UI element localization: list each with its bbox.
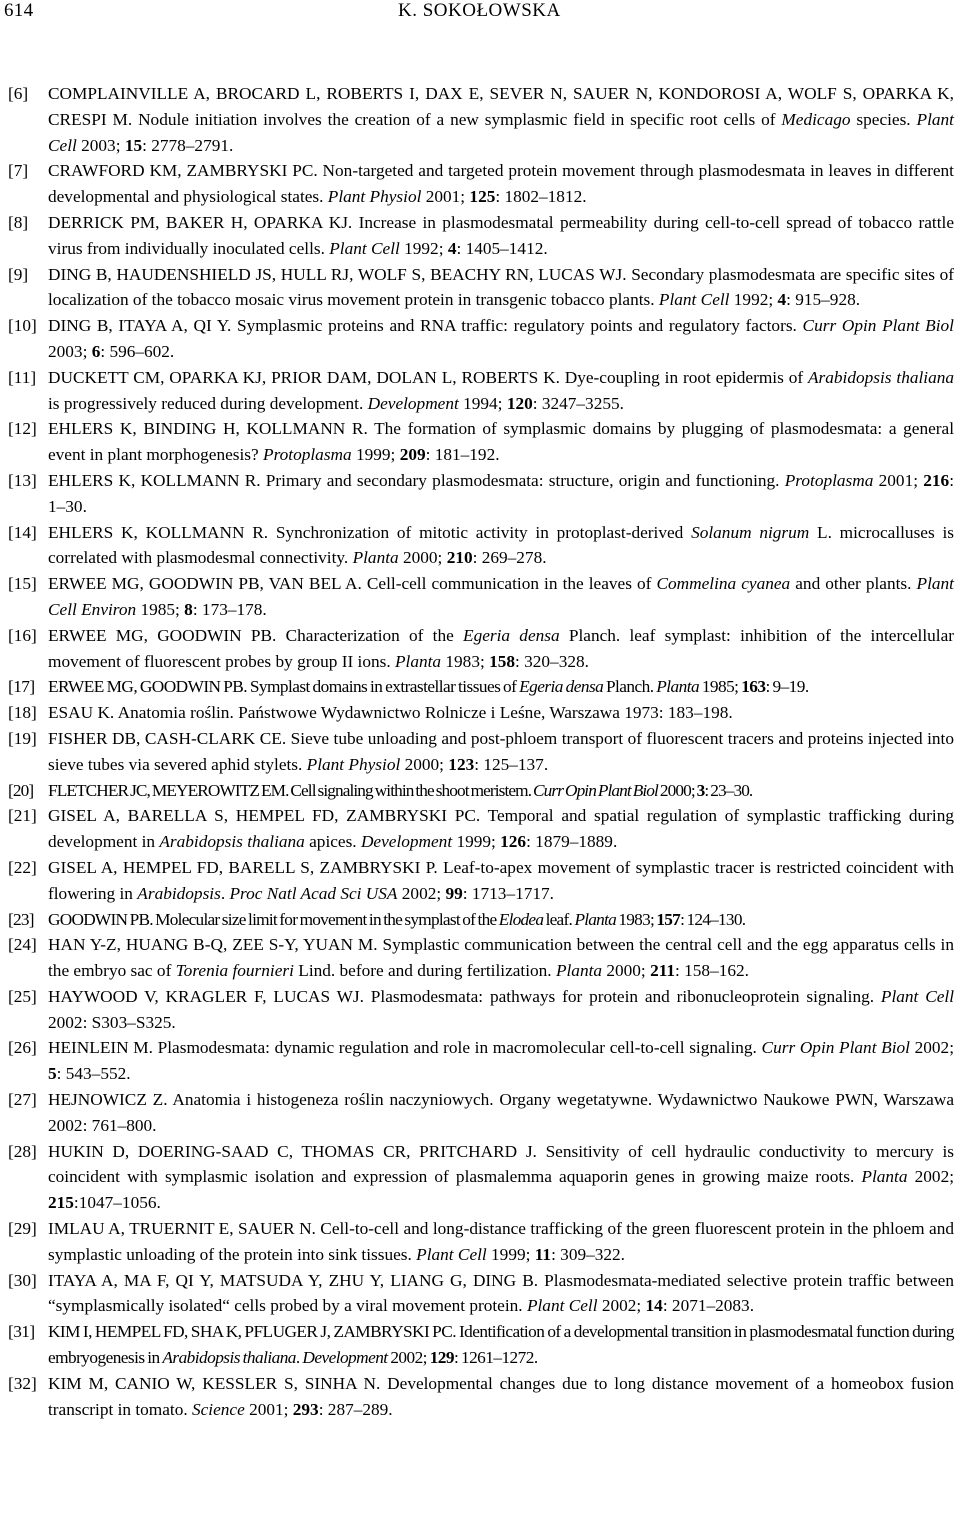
reference-number: [29]: [8, 1219, 37, 1239]
reference-text: and other plants.: [790, 574, 917, 594]
reference-text: 2000;: [400, 754, 449, 774]
reference-text: : 9–19.: [765, 677, 809, 697]
reference-number: [10]: [8, 316, 37, 336]
reference-text: : 309–322.: [551, 1244, 625, 1264]
reference-text: HEJNOWICZ Z. Anatomia i histogeneza roślin naczyniowych. Organy wegetatywne. Wydawnictwo Naukowe PWN, Warszawa 2002: 761–800.: [48, 1090, 954, 1135]
reference-text: HAYWOOD V, KRAGLER F, LUCAS WJ. Plasmodesmata: pathways for protein and ribonucleoprotein signaling.: [48, 986, 881, 1006]
reference-text: : 124–130.: [680, 909, 746, 929]
reference-text: is progressively reduced during development.: [48, 393, 368, 413]
reference-text: 1983;: [441, 651, 490, 671]
reference-text: 2000;: [398, 548, 447, 568]
reference-entry: [8, 623, 954, 675]
reference-text: : 543–552.: [56, 1064, 131, 1084]
reference-text: 2003;: [76, 135, 125, 155]
reference-text: Lind. before and during fertilization.: [293, 961, 556, 981]
reference-text: : 320–328.: [515, 651, 589, 671]
reference-text: DERRICK PM, BAKER H, OPARKA KJ. Increase in plasmodesmatal permeability during cell-to-cell spread of tobacco rattle virus from individually inoculated cells.: [48, 212, 954, 258]
reference-text: Planch. leaf symplast: inhibition of the intercellular movement of fluorescent probes by group II ions.: [48, 625, 955, 671]
reference-text: 2001;: [873, 470, 924, 490]
reference-list: [8, 81, 954, 1422]
reference-italic-text: Plant Physiol: [306, 754, 401, 774]
reference-italic-text: Arabidopsis thaliana: [162, 1348, 296, 1368]
reference-number: [28]: [8, 1141, 37, 1161]
reference-entry: [8, 1035, 954, 1087]
reference-text: 2002;: [387, 1348, 430, 1368]
reference-text: :1047–1056.: [73, 1193, 161, 1213]
reference-text: 1992;: [399, 238, 448, 258]
reference-text: 2000;: [657, 780, 697, 800]
reference-volume: 15: [124, 135, 143, 155]
reference-number: [31]: [8, 1322, 35, 1342]
reference-number: [32]: [8, 1373, 37, 1393]
reference-number: [11]: [8, 367, 37, 387]
reference-text: 2003;: [48, 341, 92, 361]
reference-italic-text: Curr Opin Plant Biol: [533, 780, 658, 800]
reference-text: ERWEE MG, GOODWIN PB, VAN BEL A. Cell-cell communication in the leaves of: [48, 574, 657, 594]
reference-text: : 1802–1812.: [495, 187, 587, 207]
reference-volume: 11: [534, 1244, 552, 1264]
reference-entry: [8, 520, 954, 572]
reference-italic-text: Curr Opin Plant Biol: [761, 1038, 910, 1058]
reference-text: ERWEE MG, GOODWIN PB. Characterization of the: [48, 625, 464, 645]
reference-entry: [8, 855, 954, 907]
reference-text: DUCKETT CM, OPARKA KJ, PRIOR DAM, DOLAN L, ROBERTS K. Dye-coupling in root epidermis of: [48, 367, 808, 387]
reference-text: : 269–278.: [472, 548, 547, 568]
reference-text: KIM I, HEMPEL FD, SHA K, PFLUGER J, ZAMBRYSKI PC. Identification of a developmental transition in plasmodesmatal function during embryogenesis in: [48, 1322, 954, 1368]
reference-number: [24]: [8, 935, 37, 955]
reference-text: COMPLAINVILLE A, BROCARD L, ROBERTS I, DAX E, SEVER N, SAUER N, KONDOROSI A, WOLF S, OPARKA K, CRESPI M. Nodule initiation involves the creation of a new symplasmic field in specific root cells of: [48, 84, 954, 129]
reference-text: : 915–928.: [786, 290, 861, 310]
reference-entry: [8, 1371, 954, 1423]
reference-text: : 125–137.: [474, 754, 549, 774]
reference-number: [16]: [8, 625, 37, 645]
reference-text: 1999;: [452, 832, 501, 852]
reference-italic-text: Planta: [394, 651, 442, 671]
reference-italic-text: Planta: [574, 909, 617, 929]
reference-italic-text: Plant Cell: [329, 238, 400, 258]
reference-entry: [8, 907, 954, 933]
reference-italic-text: Egeria densa: [519, 677, 604, 697]
reference-italic-text: Solanum nigrum: [691, 522, 810, 542]
reference-entry: [8, 1319, 954, 1371]
reference-number: [18]: [8, 703, 37, 723]
reference-text: species.: [850, 109, 917, 129]
reference-entry: [8, 158, 954, 210]
reference-italic-text: Medicago: [781, 109, 851, 129]
reference-text: .: [295, 1348, 303, 1368]
reference-volume: 215: [48, 1193, 74, 1213]
reference-text: EHLERS K, KOLLMANN R. Synchronization of mitotic activity in protoplast-derived: [48, 522, 692, 542]
page-number: 614: [4, 0, 34, 21]
reference-text: : 173–178.: [192, 599, 267, 619]
reference-entry: [8, 700, 954, 726]
reference-entry: [8, 571, 954, 623]
reference-text: IMLAU A, TRUERNIT E, SAUER N. Cell-to-cell and long-distance trafficking of the green fluorescent protein in the phloem and symplastic unloading of the protein into sink tissues.: [48, 1219, 954, 1264]
reference-volume: 99: [445, 883, 463, 903]
reference-entry: [8, 803, 954, 855]
reference-text: KIM M, CANIO W, KESSLER S, SINHA N. Developmental changes due to long distance movement of a homeobox fusion transcript in tomato.: [48, 1373, 954, 1419]
reference-number: [7]: [8, 161, 29, 181]
reference-volume: 4: [777, 290, 787, 310]
reference-volume: 163: [741, 677, 766, 697]
reference-volume: 6: [91, 341, 101, 361]
reference-text: HEINLEIN M. Plasmodesmata: dynamic regulation and role in macromolecular cell-to-cell signaling.: [48, 1038, 762, 1058]
reference-entry: [8, 416, 954, 468]
reference-text: : 181–192.: [425, 445, 500, 465]
reference-number: [30]: [8, 1270, 37, 1290]
reference-entry: [8, 313, 954, 365]
reference-italic-text: Development: [367, 393, 459, 413]
reference-text: : 23–30.: [704, 780, 753, 800]
reference-italic-text: Plant Cell: [658, 290, 730, 310]
reference-text: 2000;: [602, 961, 651, 981]
reference-text: : 1261–1272.: [453, 1348, 538, 1368]
reference-text: : 1405–1412.: [456, 238, 548, 258]
reference-text: FISHER DB, CASH-CLARK CE. Sieve tube unloading and post-phloem transport of fluorescent tracers and proteins injected into sieve tubes via severed aphid stylets.: [48, 728, 954, 774]
reference-volume: 5: [48, 1064, 57, 1084]
reference-text: : 1879–1889.: [526, 832, 618, 852]
reference-italic-text: Plant Cell: [880, 986, 954, 1006]
reference-text: GISEL A, BARELLA S, HEMPEL FD, ZAMBRYSKI PC. Temporal and spatial regulation of symplastic trafficking during development in: [48, 806, 954, 852]
reference-italic-text: Plant Cell: [416, 1244, 487, 1264]
reference-italic-text: Planta: [656, 677, 700, 697]
reference-text: 1992;: [729, 290, 778, 310]
reference-text: 1985;: [136, 599, 185, 619]
reference-volume: 216: [923, 470, 950, 490]
reference-text: GOODWIN PB. Molecular size limit for movement in the symplast of the: [48, 909, 499, 929]
reference-text: 1994;: [458, 393, 507, 413]
reference-number: [25]: [8, 986, 37, 1006]
reference-text: : 1–30.: [48, 470, 954, 516]
reference-entry: [8, 726, 954, 778]
reference-italic-text: Planta: [555, 961, 603, 981]
reference-entry: [8, 1216, 954, 1268]
reference-volume: 210: [446, 548, 473, 568]
reference-number: [19]: [8, 728, 37, 748]
reference-volume: 8: [184, 599, 193, 619]
reference-text: ESAU K. Anatomia roślin. Państwowe Wydawnictwo Rolnicze i Leśne, Warszawa 1973: 183–198.: [48, 703, 733, 723]
reference-volume: 126: [500, 832, 527, 852]
reference-italic-text: Development: [302, 1348, 388, 1368]
reference-text: L. microcalluses is correlated with plasmodesmal connectivity.: [48, 522, 954, 568]
reference-number: [12]: [8, 419, 37, 439]
reference-italic-text: Protoplasma: [784, 470, 874, 490]
reference-italic-text: Arabidopsis thaliana: [159, 832, 305, 852]
page-header: [0, 0, 960, 24]
reference-italic-text: Plant Cell: [48, 109, 954, 155]
reference-italic-text: Protoplasma: [263, 445, 352, 465]
reference-entry: [8, 468, 954, 520]
reference-number: [21]: [8, 806, 37, 826]
reference-volume: 14: [645, 1296, 663, 1316]
reference-text: EHLERS K, BINDING H, KOLLMANN R. The formation of symplasmic domains by plugging of plasmodesmata: a general event in plant morphogenesis?: [48, 419, 954, 465]
reference-text: 1999;: [351, 445, 400, 465]
reference-italic-text: Egeria densa: [463, 625, 560, 645]
reference-italic-text: Plant Physiol: [327, 187, 422, 207]
reference-italic-text: Science: [191, 1399, 245, 1419]
reference-number: [8]: [8, 212, 29, 232]
reference-number: [20]: [8, 780, 34, 800]
reference-text: : 3247–3255.: [532, 393, 624, 413]
reference-entry: [8, 932, 954, 984]
reference-text: Planch.: [603, 677, 657, 697]
reference-volume: 158: [489, 651, 516, 671]
reference-volume: 3: [696, 780, 705, 800]
reference-italic-text: Plant Cell: [526, 1296, 598, 1316]
reference-text: 2001;: [244, 1399, 293, 1419]
reference-text: .: [220, 883, 230, 903]
reference-text: DING B, ITAYA A, QI Y. Symplasmic proteins and RNA traffic: regulatory points and regulatory factors.: [48, 316, 803, 336]
reference-text: GISEL A, HEMPEL FD, BARELL S, ZAMBRYSKI P. Leaf-to-apex movement of symplastic tracer is restricted coincident with flowering in: [48, 857, 954, 903]
reference-number: [13]: [8, 470, 37, 490]
reference-text: 2001;: [421, 187, 470, 207]
reference-volume: 123: [448, 754, 475, 774]
reference-entry: [8, 81, 954, 158]
reference-text: HAN Y-Z, HUANG B-Q, ZEE S-Y, YUAN M. Symplastic communication between the central cell and the egg apparatus cells in the embryo sac of: [48, 935, 954, 981]
reference-number: [22]: [8, 857, 37, 877]
reference-entry: [8, 778, 954, 804]
reference-italic-text: Planta: [352, 548, 399, 568]
reference-text: CRAWFORD KM, ZAMBRYSKI PC. Non-targeted and targeted protein movement through plasmodesmata in leaves in different developmental and physiological states.: [48, 161, 954, 207]
reference-number: [26]: [8, 1038, 37, 1058]
reference-entry: [8, 1087, 954, 1139]
reference-text: 2002;: [907, 1167, 955, 1187]
reference-italic-text: Curr Opin Plant Biol: [802, 316, 954, 336]
reference-italic-text: Planta: [861, 1167, 908, 1187]
reference-italic-text: Proc Natl Acad Sci USA: [229, 883, 398, 903]
reference-italic-text: Plant Cell Environ: [48, 574, 954, 619]
reference-entry: [8, 262, 954, 314]
reference-text: ERWEE MG, GOODWIN PB. Symplast domains in extrastellar tissues of: [48, 677, 520, 697]
reference-italic-text: Arabidopsis: [137, 883, 221, 903]
reference-volume: 4: [447, 238, 457, 258]
running-title: K. SOKOŁOWSKA: [398, 0, 561, 21]
reference-italic-text: Commelina cyanea: [656, 574, 791, 594]
reference-entry: [8, 1139, 954, 1216]
reference-number: [23]: [8, 909, 34, 929]
reference-text: 2002;: [397, 883, 446, 903]
reference-number: [9]: [8, 264, 29, 284]
reference-volume: 209: [399, 445, 426, 465]
reference-number: [27]: [8, 1090, 37, 1110]
reference-number: [6]: [8, 84, 29, 103]
reference-text: DING B, HAUDENSHIELD JS, HULL RJ, WOLF S, BEACHY RN, LUCAS WJ. Secondary plasmodesmata are specific sites of localization of the tobacco mosaic virus movement protein in transgenic tobacco plants.: [48, 264, 954, 310]
reference-text: FLETCHER JC, MEYEROWITZ EM. Cell signaling within the shoot meristem.: [48, 780, 534, 800]
reference-italic-text: Development: [360, 832, 453, 852]
reference-volume: 157: [656, 909, 681, 929]
reference-text: : 596–602.: [100, 341, 175, 361]
reference-text: : 1713–1717.: [462, 883, 554, 903]
reference-entry: [8, 984, 954, 1036]
reference-text: leaf.: [543, 909, 575, 929]
reference-entry: [8, 210, 954, 262]
reference-number: [15]: [8, 574, 37, 594]
reference-entry: [8, 1268, 954, 1320]
reference-entry: [8, 674, 954, 700]
reference-volume: 129: [429, 1348, 454, 1368]
reference-text: EHLERS K, KOLLMANN R. Primary and secondary plasmodesmata: structure, origin and functioning.: [48, 470, 785, 490]
reference-entry: [8, 365, 954, 417]
reference-italic-text: Elodea: [498, 909, 544, 929]
reference-text: 1983;: [616, 909, 657, 929]
reference-volume: 125: [469, 187, 496, 207]
reference-text: 1999;: [486, 1244, 535, 1264]
reference-volume: 211: [650, 961, 676, 981]
reference-text: : 287–289.: [318, 1399, 393, 1419]
reference-text: : 2778–2791.: [142, 135, 234, 155]
reference-volume: 120: [506, 393, 533, 413]
reference-text: 2002: S303–S325.: [48, 1012, 176, 1032]
reference-text: : 158–162.: [675, 961, 749, 981]
reference-text: : 2071–2083.: [662, 1296, 755, 1316]
reference-text: 2002;: [909, 1038, 954, 1058]
reference-number: [17]: [8, 677, 35, 697]
reference-text: HUKIN D, DOERING-SAAD C, THOMAS CR, PRITCHARD J. Sensitivity of cell hydraulic conductivity to mercury is coincident with symplasmic isolation and expression of plasmalemma aquaporin genes in growing maize roots.: [48, 1141, 954, 1187]
reference-italic-text: Arabidopsis thaliana: [807, 367, 955, 387]
reference-text: apices.: [304, 832, 361, 852]
reference-text: ITAYA A, MA F, QI Y, MATSUDA Y, ZHU Y, LIANG G, DING B. Plasmodesmata-mediated selective protein traffic between “symplasmically isolated“ cells probed by a viral movement protein.: [48, 1270, 954, 1316]
reference-text: 1985;: [699, 677, 742, 697]
reference-volume: 293: [292, 1399, 319, 1419]
reference-italic-text: Torenia fournieri: [175, 961, 294, 981]
reference-number: [14]: [8, 522, 37, 542]
reference-text: 2002;: [597, 1296, 646, 1316]
